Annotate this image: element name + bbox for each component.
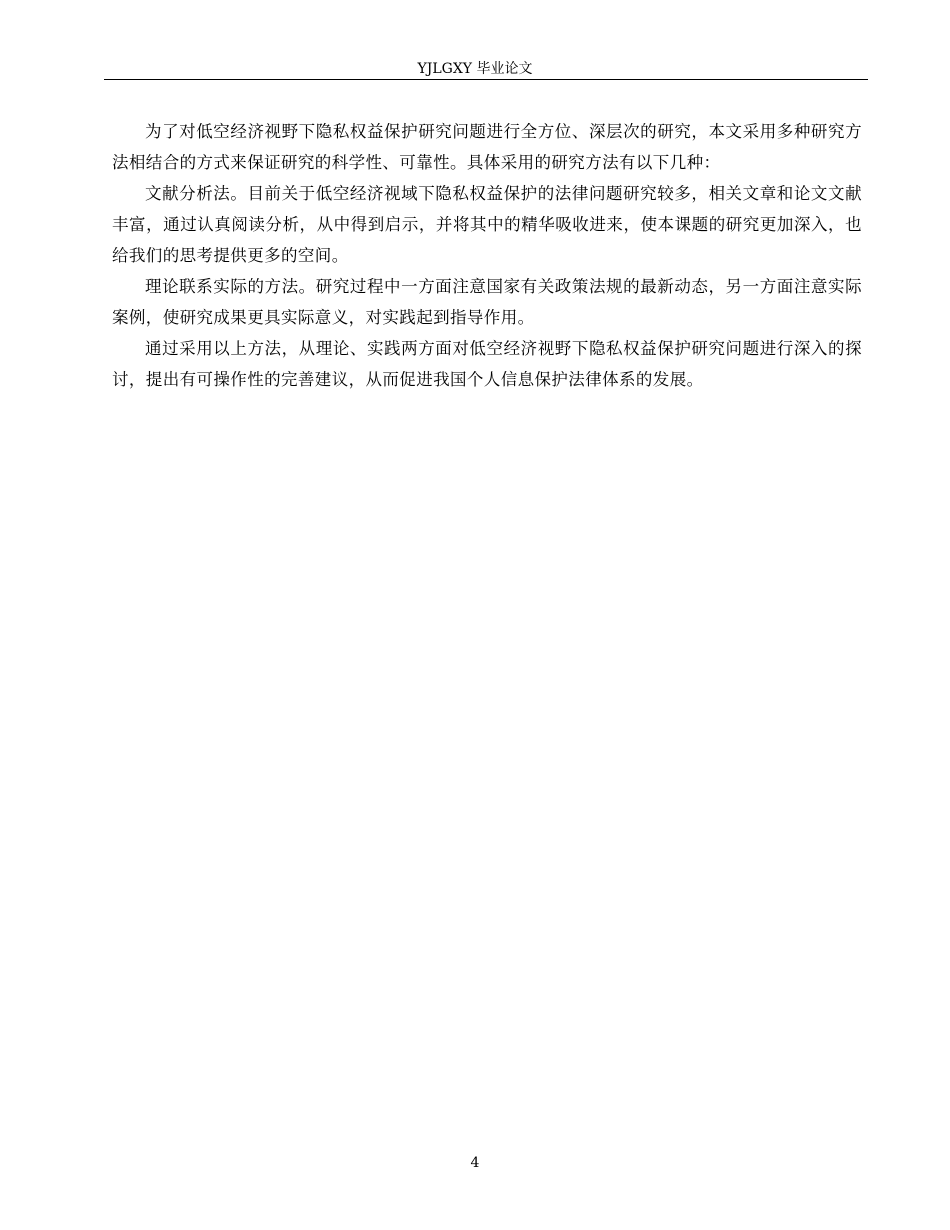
document-body (112, 116, 862, 395)
paragraph-literature-analysis: 文献分析法。目前关于低空经济视域下隐私权益保护的法律问题研究较多，相关文章和论文文献丰富，通过认真阅读分析，从中得到启示，并将其中的精华吸收进来，使本课题的研究更加深入，也给我们的思考提供更多的空间。 (112, 184, 862, 265)
paragraph-theory-practice: 理论联系实际的方法。研究过程中一方面注意国家有关政策法规的最新动态，另一方面注意实际案例，使研究成果更具实际意义，对实践起到指导作用。 (112, 277, 862, 327)
paragraph-research-methods-intro: 为了对低空经济视野下隐私权益保护研究问题进行全方位、深层次的研究，本文采用多种研究方法相结合的方式来保证研究的科学性、可靠性。具体采用的研究方法有以下几种： (112, 122, 862, 172)
header-divider (104, 79, 868, 80)
paragraph-conclusion: 通过采用以上方法，从理论、实践两方面对低空经济视野下隐私权益保护研究问题进行深入的探讨，提出有可操作性的完善建议，从而促进我国个人信息保护法律体系的发展。 (112, 339, 862, 389)
page-number: 4 (470, 1155, 480, 1171)
page-header-title: YJLGXY 毕业论文 (417, 61, 533, 77)
